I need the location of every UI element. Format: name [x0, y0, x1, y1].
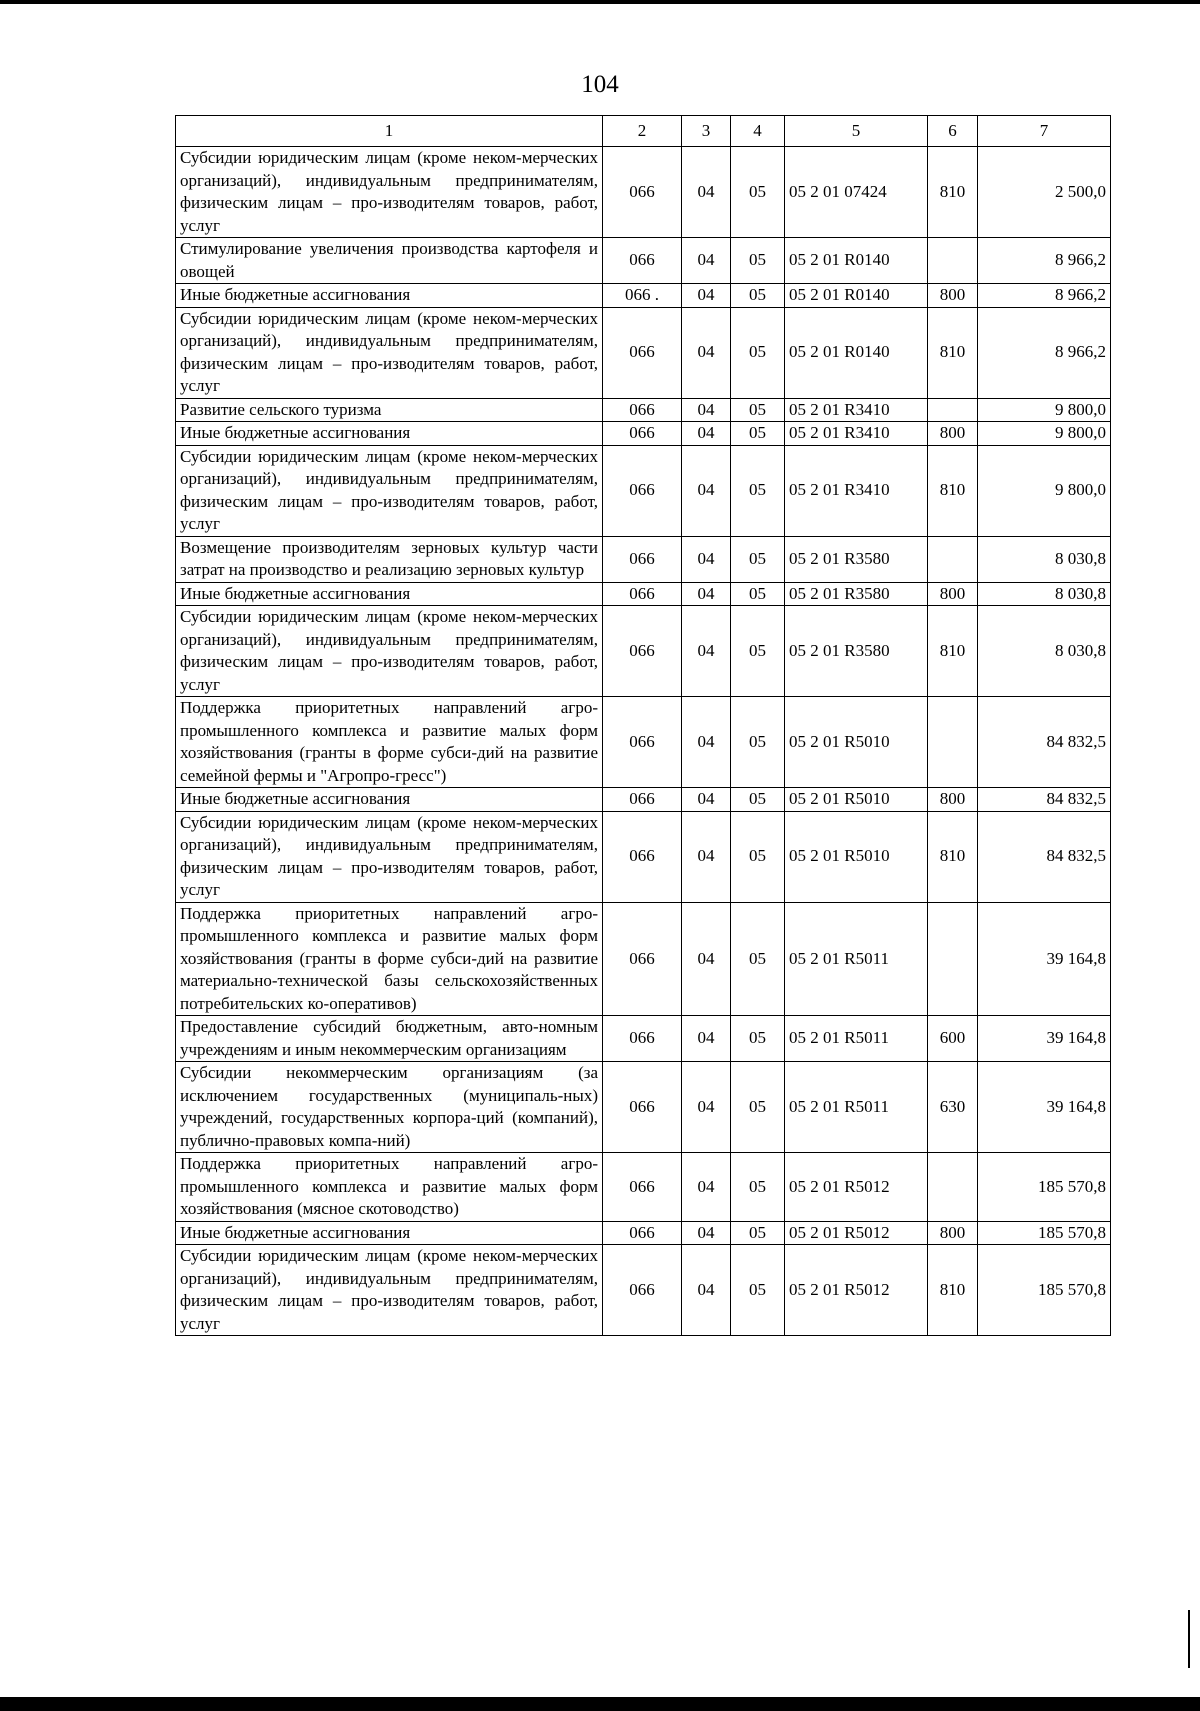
- cell-name: Субсидии некоммерческим организациям (за исключением государственных (муниципаль-ных) учреждений, государственных корпора-ций (компаний), публично-правовых компа-ний): [176, 1062, 603, 1153]
- cell-subsection: 05: [731, 1245, 785, 1336]
- cell-administrator-code: 066: [603, 1221, 682, 1245]
- cell-section: 04: [682, 536, 731, 582]
- cell-section: 04: [682, 1062, 731, 1153]
- cell-administrator-code: 066: [603, 811, 682, 902]
- cell-section: 04: [682, 1221, 731, 1245]
- column-header: 2: [603, 116, 682, 147]
- cell-name: Иные бюджетные ассигнования: [176, 1221, 603, 1245]
- cell-target-article: 05 2 01 R0140: [785, 284, 928, 308]
- table-row: [176, 788, 1111, 812]
- cell-administrator-code: 066: [603, 606, 682, 697]
- cell-amount: 39 164,8: [978, 1062, 1111, 1153]
- cell-amount: 9 800,0: [978, 422, 1111, 446]
- cell-subsection: 05: [731, 147, 785, 238]
- cell-section: 04: [682, 284, 731, 308]
- cell-amount: 2 500,0: [978, 147, 1111, 238]
- cell-target-article: 05 2 01 R3410: [785, 398, 928, 422]
- table-row: [176, 902, 1111, 1016]
- scan-edge-mark: [1188, 1610, 1190, 1668]
- table-row: [176, 307, 1111, 398]
- cell-target-article: 05 2 01 07424: [785, 147, 928, 238]
- cell-administrator-code: 066: [603, 238, 682, 284]
- table-row: [176, 606, 1111, 697]
- cell-expense-type: 810: [928, 1245, 978, 1336]
- cell-subsection: 05: [731, 788, 785, 812]
- table-row: [176, 284, 1111, 308]
- table-row: [176, 1016, 1111, 1062]
- table-row: [176, 398, 1111, 422]
- cell-amount: 84 832,5: [978, 697, 1111, 788]
- cell-amount: 8 966,2: [978, 238, 1111, 284]
- cell-administrator-code: 066: [603, 398, 682, 422]
- budget-table: [175, 115, 1111, 1336]
- cell-section: 04: [682, 238, 731, 284]
- cell-subsection: 05: [731, 284, 785, 308]
- cell-amount: 39 164,8: [978, 1016, 1111, 1062]
- column-header: 1: [176, 116, 603, 147]
- cell-name: Субсидии юридическим лицам (кроме неком-мерческих организаций), индивидуальным предпринимателям, физическим лицам – про-изводителям товаров, работ, услуг: [176, 307, 603, 398]
- cell-subsection: 05: [731, 582, 785, 606]
- cell-administrator-code: 066: [603, 582, 682, 606]
- cell-target-article: 05 2 01 R5011: [785, 1016, 928, 1062]
- cell-target-article: 05 2 01 R5012: [785, 1221, 928, 1245]
- cell-amount: 8 966,2: [978, 307, 1111, 398]
- cell-name: Поддержка приоритетных направлений агро-промышленного комплекса и развитие малых форм хозяйствования (мясное скотоводство): [176, 1153, 603, 1222]
- cell-section: 04: [682, 307, 731, 398]
- cell-subsection: 05: [731, 1062, 785, 1153]
- cell-section: 04: [682, 1245, 731, 1336]
- cell-target-article: 05 2 01 R5010: [785, 788, 928, 812]
- column-header: 6: [928, 116, 978, 147]
- cell-name: Развитие сельского туризма: [176, 398, 603, 422]
- table-row: [176, 147, 1111, 238]
- table-row: [176, 1062, 1111, 1153]
- column-header: 5: [785, 116, 928, 147]
- cell-expense-type: 800: [928, 582, 978, 606]
- cell-name: Иные бюджетные ассигнования: [176, 422, 603, 446]
- cell-section: 04: [682, 697, 731, 788]
- cell-subsection: 05: [731, 1153, 785, 1222]
- cell-target-article: 05 2 01 R0140: [785, 238, 928, 284]
- cell-name: Поддержка приоритетных направлений агро-промышленного комплекса и развитие малых форм хозяйствования (гранты в форме субси-дий на развитие материально-технической базы сельскохозяйственных потребительских ко-оперативов): [176, 902, 603, 1016]
- cell-expense-type: [928, 398, 978, 422]
- cell-name: Субсидии юридическим лицам (кроме неком-мерческих организаций), индивидуальным предпринимателям, физическим лицам – про-изводителям товаров, работ, услуг: [176, 445, 603, 536]
- cell-name: Поддержка приоритетных направлений агро-промышленного комплекса и развитие малых форм хозяйствования (гранты в форме субси-дий на развитие семейной фермы и "Агропро-гресс"): [176, 697, 603, 788]
- cell-target-article: 05 2 01 R5011: [785, 902, 928, 1016]
- cell-section: 04: [682, 582, 731, 606]
- cell-administrator-code: 066: [603, 536, 682, 582]
- cell-target-article: 05 2 01 R3580: [785, 536, 928, 582]
- cell-expense-type: [928, 697, 978, 788]
- cell-target-article: 05 2 01 R3580: [785, 582, 928, 606]
- cell-name: Возмещение производителям зерновых культур части затрат на производство и реализацию зерновых культур: [176, 536, 603, 582]
- column-header: 7: [978, 116, 1111, 147]
- cell-name: Субсидии юридическим лицам (кроме неком-мерческих организаций), индивидуальным предпринимателям, физическим лицам – про-изводителям товаров, работ, услуг: [176, 1245, 603, 1336]
- cell-section: 04: [682, 422, 731, 446]
- cell-section: 04: [682, 788, 731, 812]
- cell-amount: 8 030,8: [978, 536, 1111, 582]
- cell-section: 04: [682, 902, 731, 1016]
- cell-target-article: 05 2 01 R3410: [785, 422, 928, 446]
- cell-subsection: 05: [731, 811, 785, 902]
- cell-amount: 39 164,8: [978, 902, 1111, 1016]
- cell-subsection: 05: [731, 445, 785, 536]
- cell-target-article: 05 2 01 R0140: [785, 307, 928, 398]
- cell-administrator-code: 066: [603, 697, 682, 788]
- cell-expense-type: 630: [928, 1062, 978, 1153]
- cell-target-article: 05 2 01 R5010: [785, 697, 928, 788]
- cell-section: 04: [682, 398, 731, 422]
- cell-amount: 185 570,8: [978, 1245, 1111, 1336]
- cell-target-article: 05 2 01 R5012: [785, 1153, 928, 1222]
- table-row: [176, 1245, 1111, 1336]
- cell-administrator-code: 066: [603, 1016, 682, 1062]
- cell-section: 04: [682, 606, 731, 697]
- cell-amount: 84 832,5: [978, 811, 1111, 902]
- cell-subsection: 05: [731, 697, 785, 788]
- cell-expense-type: 810: [928, 147, 978, 238]
- cell-subsection: 05: [731, 238, 785, 284]
- table-row: [176, 1153, 1111, 1222]
- table-row: [176, 811, 1111, 902]
- cell-amount: 8 030,8: [978, 606, 1111, 697]
- cell-subsection: 05: [731, 1016, 785, 1062]
- cell-expense-type: 810: [928, 811, 978, 902]
- table-header-row: [176, 116, 1111, 147]
- cell-amount: 9 800,0: [978, 398, 1111, 422]
- cell-subsection: 05: [731, 902, 785, 1016]
- bottom-border-line: [0, 1697, 1200, 1711]
- cell-expense-type: 800: [928, 788, 978, 812]
- cell-name: Субсидии юридическим лицам (кроме неком-мерческих организаций), индивидуальным предпринимателям, физическим лицам – про-изводителям товаров, работ, услуг: [176, 811, 603, 902]
- cell-target-article: 05 2 01 R5010: [785, 811, 928, 902]
- cell-subsection: 05: [731, 536, 785, 582]
- cell-expense-type: 810: [928, 307, 978, 398]
- column-header: 4: [731, 116, 785, 147]
- cell-administrator-code: 066: [603, 1062, 682, 1153]
- cell-target-article: 05 2 01 R3410: [785, 445, 928, 536]
- cell-section: 04: [682, 811, 731, 902]
- cell-administrator-code: 066: [603, 1245, 682, 1336]
- cell-name: Субсидии юридическим лицам (кроме неком-мерческих организаций), индивидуальным предпринимателям, физическим лицам – про-изводителям товаров, работ, услуг: [176, 147, 603, 238]
- cell-subsection: 05: [731, 398, 785, 422]
- cell-administrator-code: 066: [603, 788, 682, 812]
- cell-target-article: 05 2 01 R5011: [785, 1062, 928, 1153]
- cell-amount: 84 832,5: [978, 788, 1111, 812]
- cell-administrator-code: 066: [603, 422, 682, 446]
- cell-administrator-code: 066: [603, 147, 682, 238]
- cell-expense-type: 810: [928, 606, 978, 697]
- cell-amount: 8 030,8: [978, 582, 1111, 606]
- cell-name: Иные бюджетные ассигнования: [176, 284, 603, 308]
- cell-expense-type: 810: [928, 445, 978, 536]
- cell-expense-type: 800: [928, 284, 978, 308]
- cell-target-article: 05 2 01 R3580: [785, 606, 928, 697]
- cell-expense-type: 800: [928, 422, 978, 446]
- table-row: [176, 1221, 1111, 1245]
- cell-section: 04: [682, 1016, 731, 1062]
- table-row: [176, 422, 1111, 446]
- cell-amount: 8 966,2: [978, 284, 1111, 308]
- cell-name: Предоставление субсидий бюджетным, авто-номным учреждениям и иным некоммерческим организациям: [176, 1016, 603, 1062]
- cell-subsection: 05: [731, 307, 785, 398]
- cell-subsection: 05: [731, 1221, 785, 1245]
- cell-amount: 185 570,8: [978, 1153, 1111, 1222]
- cell-section: 04: [682, 147, 731, 238]
- cell-name: Субсидии юридическим лицам (кроме неком-мерческих организаций), индивидуальным предпринимателям, физическим лицам – про-изводителям товаров, работ, услуг: [176, 606, 603, 697]
- cell-amount: 185 570,8: [978, 1221, 1111, 1245]
- page-number: 104: [581, 71, 619, 98]
- cell-expense-type: [928, 238, 978, 284]
- cell-subsection: 05: [731, 606, 785, 697]
- cell-expense-type: [928, 1153, 978, 1222]
- table-row: [176, 445, 1111, 536]
- cell-expense-type: [928, 902, 978, 1016]
- top-border-line: [0, 0, 1200, 4]
- cell-administrator-code: 066: [603, 445, 682, 536]
- cell-section: 04: [682, 445, 731, 536]
- cell-name: Стимулирование увеличения производства картофеля и овощей: [176, 238, 603, 284]
- table-row: [176, 697, 1111, 788]
- cell-administrator-code: 066 .: [603, 284, 682, 308]
- table-row: [176, 536, 1111, 582]
- cell-administrator-code: 066: [603, 902, 682, 1016]
- cell-subsection: 05: [731, 422, 785, 446]
- cell-expense-type: 800: [928, 1221, 978, 1245]
- cell-amount: 9 800,0: [978, 445, 1111, 536]
- cell-name: Иные бюджетные ассигнования: [176, 788, 603, 812]
- cell-expense-type: 600: [928, 1016, 978, 1062]
- table-row: [176, 582, 1111, 606]
- table-row: [176, 238, 1111, 284]
- cell-section: 04: [682, 1153, 731, 1222]
- cell-administrator-code: 066: [603, 1153, 682, 1222]
- cell-administrator-code: 066: [603, 307, 682, 398]
- cell-name: Иные бюджетные ассигнования: [176, 582, 603, 606]
- cell-expense-type: [928, 536, 978, 582]
- column-header: 3: [682, 116, 731, 147]
- cell-target-article: 05 2 01 R5012: [785, 1245, 928, 1336]
